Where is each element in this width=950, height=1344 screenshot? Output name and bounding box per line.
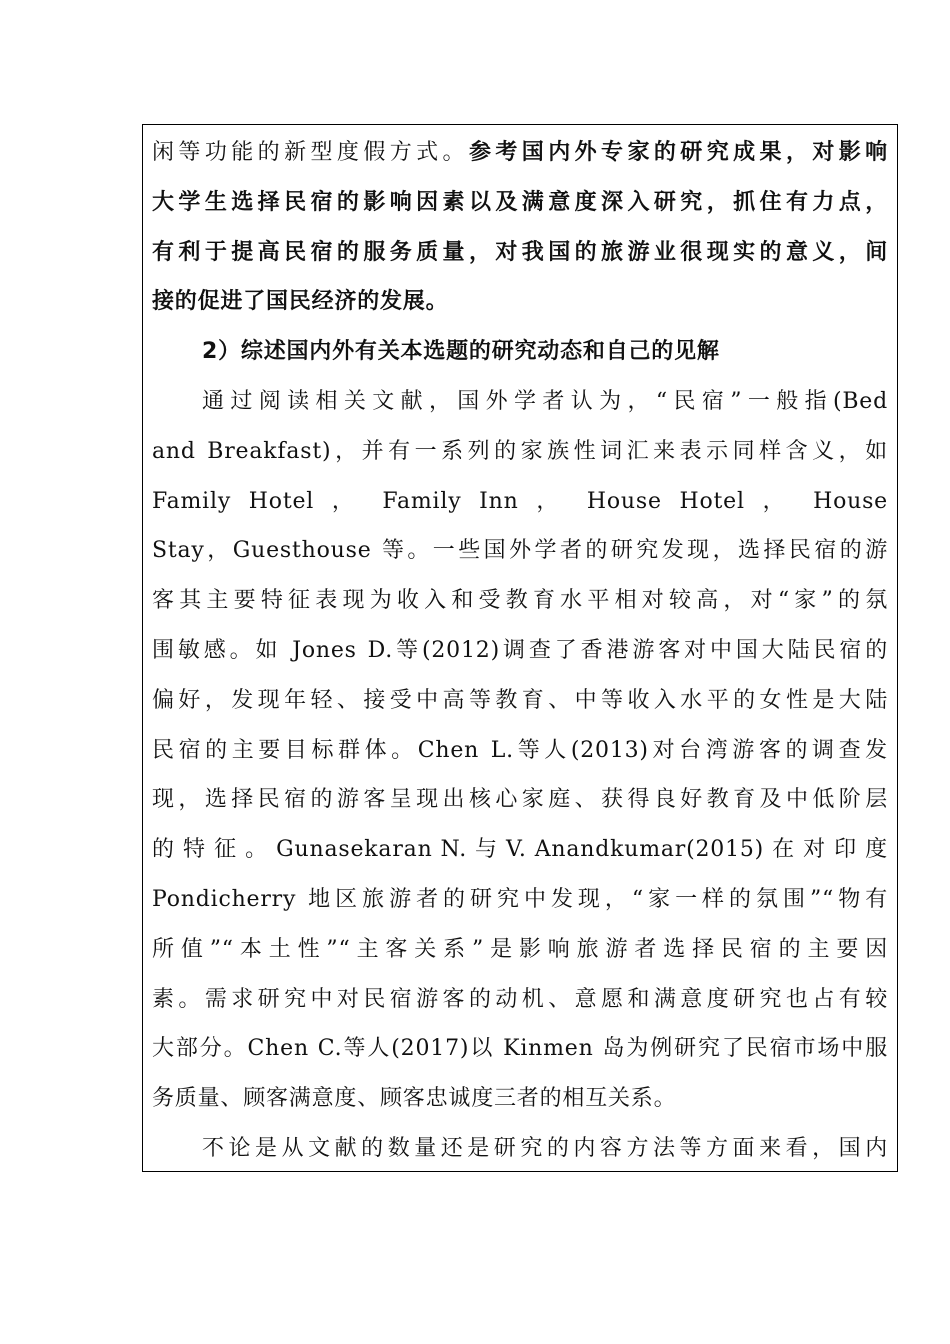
paragraph2-line: 所值”“本土性”“主客关系”是影响旅游者选择民宿的主要因 [152,936,888,962]
paragraph1-line4: 接的促进了国民经济的发展。 [152,289,449,315]
paragraph2-line: 通过阅读相关文献，国外学者认为，“民宿”一般指(Bed [202,388,888,414]
paragraph2-line: 围敏感。如 Jones D.等(2012)调查了香港游客对中国大陆民宿的 [152,637,888,663]
paragraph1-line3: 有利于提高民宿的服务质量，对我国的旅游业很现实的意义，间 [152,239,888,265]
paragraph2-line: 务质量、顾客满意度、顾客忠诚度三者的相互关系。 [152,1086,677,1112]
paragraph2-line: 偏好，发现年轻、接受中高等教育、中等收入水平的女性是大陆 [152,687,888,713]
paragraph2-line: 素。需求研究中对民宿游客的动机、意愿和满意度研究也占有较 [152,986,888,1012]
paragraph1-line1 [152,128,888,178]
paragraph2-line: 现，选择民宿的游客呈现出核心家庭、获得良好教育及中低阶层 [152,787,888,813]
section-heading: 2）综述国内外有关本选题的研究动态和自己的见解 [202,339,720,365]
paragraph2-line: Family Hotel ， Family Inn ， House Hotel ， House [152,488,888,514]
paragraph1-line1-normal: 闲等功能的新型度假方式。 [152,140,469,165]
document-body [152,128,888,1174]
paragraph3-line: 不论是从文献的数量还是研究的内容方法等方面来看，国内 [202,1135,888,1161]
paragraph2-line: Stay，Guesthouse 等。一些国外学者的研究发现，选择民宿的游 [152,538,888,564]
paragraph2-line: 客其主要特征表现为收入和受教育水平相对较高，对“家”的氛 [152,588,888,614]
paragraph2-line: 民宿的主要目标群体。Chen L.等人(2013)对台湾游客的调查发 [152,737,888,763]
paragraph2-line: 的 特 征 。 Gunasekaran N. 与 V. Anandkumar(2015) 在 对 印 度 [152,837,888,863]
paragraph1-line2: 大学生选择民宿的影响因素以及满意度深入研究，抓住有力点， [152,189,888,215]
paragraph1-line1-bold: 参考国内外专家的研究成果，对影响 [468,140,888,165]
paragraph2-line: Pondicherry 地区旅游者的研究中发现，“家一样的氛围”“物有 [152,886,888,912]
paragraph2-line: and Breakfast)，并有一系列的家族性词汇来表示同样含义，如 [152,438,888,464]
paragraph2-line: 大部分。Chen C.等人(2017)以 Kinmen 岛为例研究了民宿市场中服 [152,1036,888,1062]
